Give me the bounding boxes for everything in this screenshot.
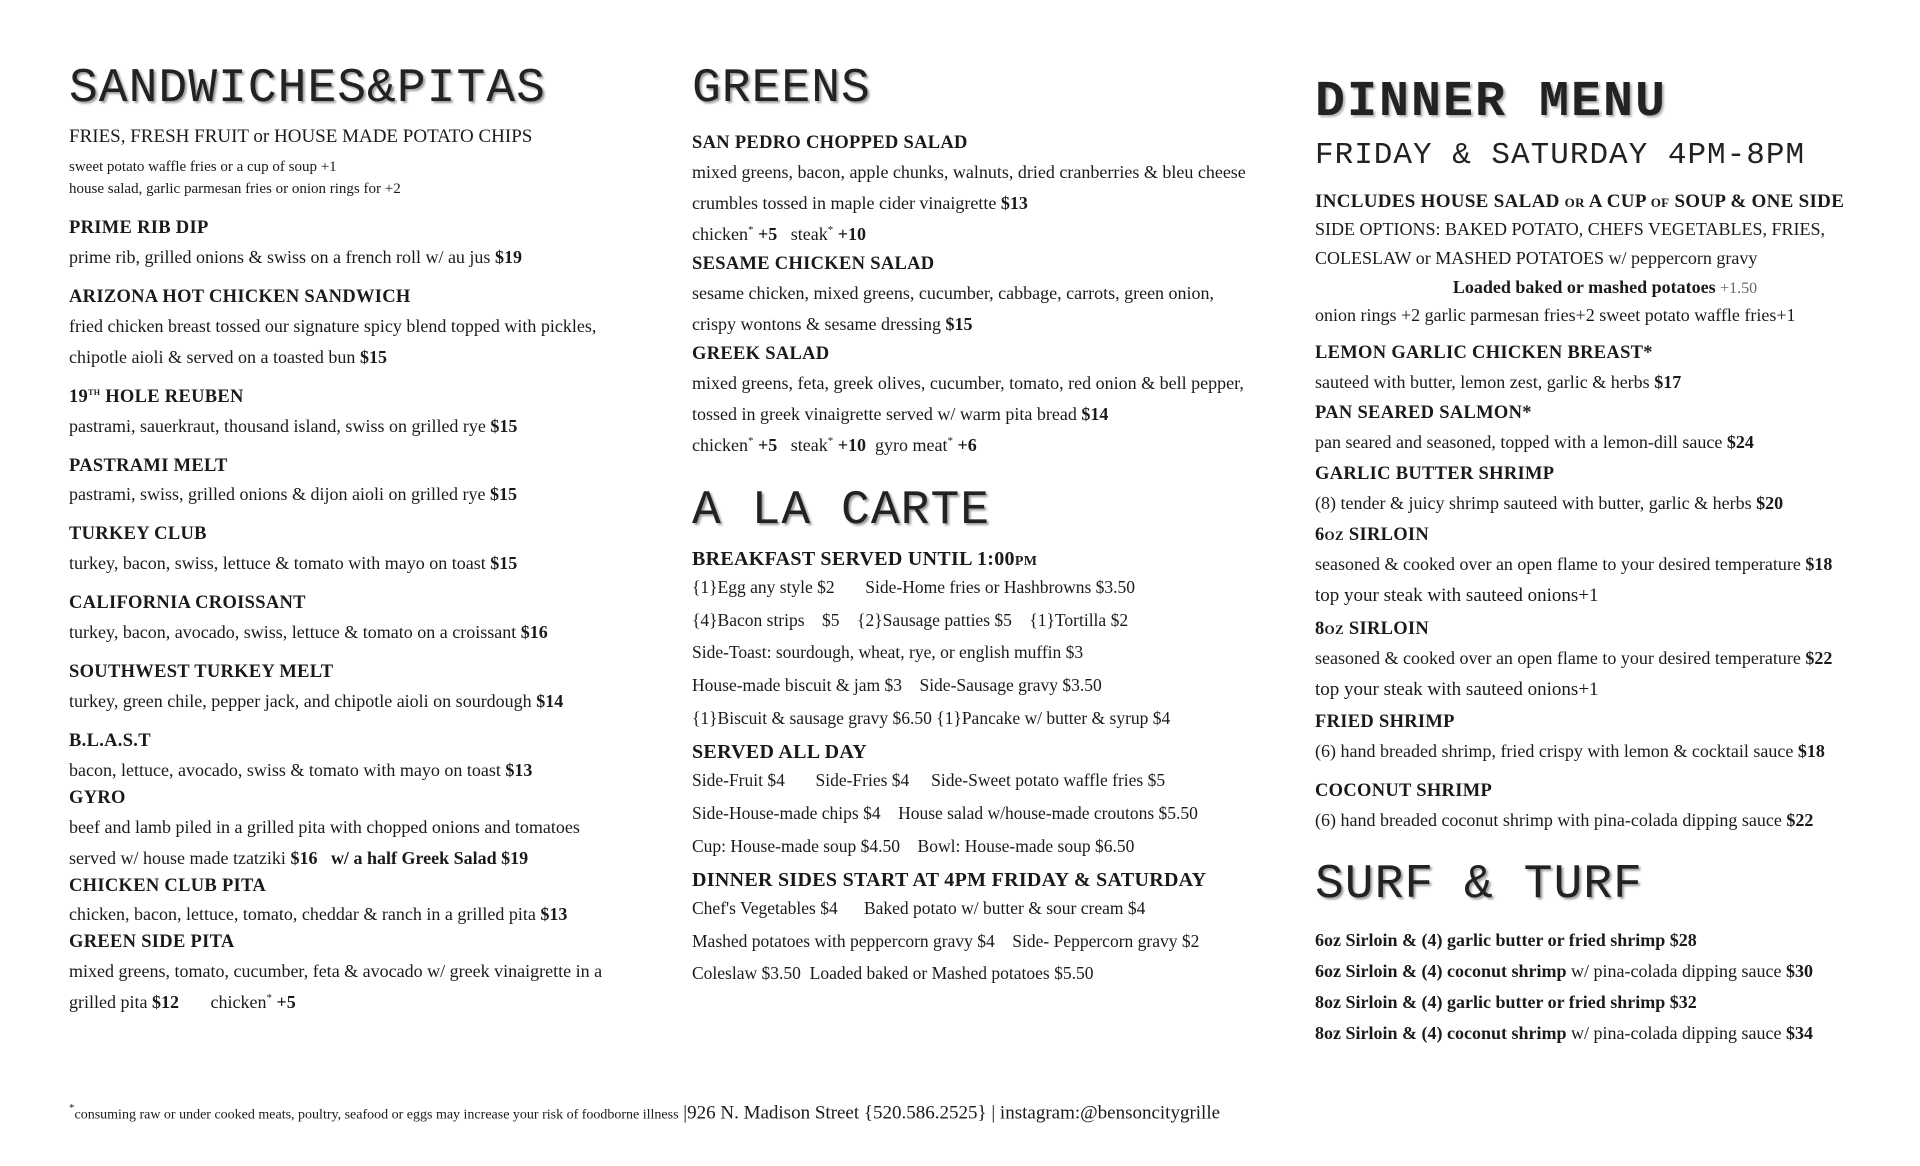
alacarte-heading: A LA CARTE [692,484,991,539]
loaded-price: +1.50 [1720,279,1758,297]
item-name [69,385,629,411]
item-desc: mixed greens, bacon, apple chunks, walnuts, dried cranberries & bleu cheese crumbles tossed in maple cider vinaigrette [692,162,1246,214]
menu-item [69,930,629,1018]
surf-turf-desc: w/ pina-colada dipping sauce [1566,961,1786,982]
item-addons [692,430,1262,461]
allday-line: Side-House-made chips $4 House salad w/house-made croutons $5.50 [692,802,1198,823]
footer [69,1102,1220,1124]
item-price: $17 [1654,371,1682,392]
greens-heading: GREENS [692,62,871,116]
item-price: $15 [945,313,973,334]
loaded-potatoes [1315,277,1895,298]
item-name-rest: HOLE REUBEN [100,386,244,407]
dinner-subtitle: FRIDAY & SATURDAY 4PM-8PM [1315,137,1806,173]
item-price: $20 [1756,493,1784,514]
loaded-label: Loaded baked or mashed potatoes [1452,276,1716,297]
item-price: $14 [1081,403,1109,424]
surf-turf-item [1315,925,1895,956]
surf-turf-price: $30 [1785,961,1813,982]
sandwiches-intro: FRIES, FRESH FRUIT or HOUSE MADE POTATO CHIPS [69,126,533,148]
item-name: COCONUT SHRIMP [1315,781,1493,802]
item-desc: turkey, green chile, pepper jack, and chipotle aioli on sourdough [69,690,532,711]
item-price: $19 [494,246,522,267]
footer-star: * [69,1102,75,1114]
item-name: SOUTHWEST TURKEY MELT [69,662,334,683]
item-name: ARIZONA HOT CHICKEN SANDWICH [69,286,411,307]
item-desc: beef and lamb piled in a grilled pita with chopped onions and tomatoes served w/ house made tzatziki [69,816,580,868]
dinner-heading: DINNER MENU [1315,74,1668,131]
dinner-column [1315,74,1895,1049]
dinner-sides-line: Coleslaw $3.50 Loaded baked or Mashed potatoes $5.50 [692,963,1094,984]
item-name: GYRO [69,787,126,808]
item-price: $18 [1797,741,1825,762]
addon-price: +5 [757,434,778,455]
dinner-sides-title: DINNER SIDES START AT 4PM FRIDAY & SATURDAY [692,868,1207,891]
addon-star: * [747,223,754,236]
item-price: $14 [536,690,564,711]
breakfast-line: House-made biscuit & jam $3 Side-Sausage gravy $3.50 [692,675,1102,696]
dinner-sides-line: Mashed potatoes with peppercorn gravy $4 Side- Peppercorn gravy $2 [692,930,1200,951]
item-price: $12 [151,992,179,1013]
menu-item [692,131,1262,250]
item-price: $15 [490,415,518,436]
menu-item [69,660,629,717]
menu-item [1315,462,1895,519]
item-name: PRIME RIB DIP [69,217,209,238]
menu-item [692,252,1262,340]
addon-price: +10 [837,434,866,455]
item-desc: seasoned & cooked over an open flame to your desired temperature [1315,554,1801,575]
surf-turf-heading: SURF & TURF [1315,857,1643,912]
menu-item [69,385,629,442]
menu-item [69,786,629,874]
item-price: $15 [359,346,387,367]
addon-label: gyro meat [874,434,948,455]
item-addons [692,219,1262,250]
sandwiches-note-1: sweet potato waffle fries or a cup of soup +1 [69,158,337,175]
menu-item [69,729,629,786]
addon-price: +6 [957,434,977,455]
menu-item [69,522,629,579]
addon-price: +5 [276,992,296,1013]
item-name: B.L.A.S.T [69,730,151,751]
surf-turf-name: 8oz Sirloin & (4) coconut shrimp [1315,1022,1567,1043]
footer-address: |926 N. Madison Street {520.586.2525} | instagram:@bensoncitygrille [678,1102,1221,1124]
menu-item [1315,617,1895,707]
menu-item [69,285,629,373]
surf-turf-desc: w/ pina-colada dipping sauce [1566,1022,1786,1043]
item-extra: top your steak with sauteed onions+1 [1315,678,1599,700]
breakfast-title: BREAKFAST SERVED UNTIL 1:00pm [692,547,1038,570]
item-name-sup: th [88,385,101,398]
item-price: $24 [1726,432,1754,453]
item-desc: pastrami, sauerkraut, thousand island, swiss on grilled rye [69,415,486,436]
item-name: 8oz SIRLOIN [1315,618,1430,639]
item-price: $22 [1786,809,1814,830]
item-desc: chicken, bacon, lettuce, tomato, cheddar & ranch in a grilled pita [69,904,536,925]
addon-star: * [747,434,754,447]
item-name: CALIFORNIA CROISSANT [69,593,306,614]
surf-turf-name: 8oz Sirloin & (4) garlic butter or fried shrimp $32 [1315,991,1697,1012]
surf-turf-item [1315,987,1895,1018]
addon-star: * [827,223,834,236]
item-desc: mixed greens, feta, greek olives, cucumber, tomato, red onion & bell pepper, tossed in greek vinaigrette served w/ warm pita bread [692,372,1244,424]
item-extra: top your steak with sauteed onions+1 [1315,585,1599,607]
item-desc: sesame chicken, mixed greens, cucumber, cabbage, carrots, green onion, crispy wontons & sesame dressing [692,282,1215,334]
item-name: SAN PEDRO CHOPPED SALAD [692,133,968,154]
addon-label: chicken [692,223,748,244]
addon-label: steak [790,223,828,244]
item-name: TURKEY CLUB [69,524,207,545]
item-desc: pastrami, swiss, grilled onions & dijon aioli on grilled rye [69,484,486,505]
item-name: LEMON GARLIC CHICKEN BREAST* [1315,342,1653,363]
sandwiches-column [69,62,629,1030]
item-name: SESAME CHICKEN SALAD [692,253,935,274]
item-price: $22 [1805,647,1833,668]
addon-label: chicken [692,434,748,455]
item-desc: bacon, lettuce, avocado, swiss & tomato with mayo on toast [69,759,501,780]
item-name: FRIED SHRIMP [1315,712,1455,733]
item-desc: (8) tender & juicy shrimp sauteed with butter, garlic & herbs [1315,493,1752,514]
item-price: $16 [290,847,318,868]
item-price: $13 [505,759,533,780]
addon-price: +10 [837,223,866,244]
item-addon: chicken [210,992,267,1013]
item-price: $13 [540,904,568,925]
greens-column [692,62,1262,996]
menu-item [692,342,1262,461]
menu-item [69,216,629,273]
surf-turf-name: 6oz Sirloin & (4) coconut shrimp [1315,961,1567,982]
menu-item [1315,401,1895,458]
item-desc: (6) hand breaded shrimp, fried crispy with lemon & cocktail sauce [1315,741,1794,762]
menu-item [1315,341,1895,398]
addon-star: * [827,434,834,447]
item-desc: (6) hand breaded coconut shrimp with pina-colada dipping sauce [1315,809,1782,830]
breakfast-line: {1}Egg any style $2 Side-Home fries or Hashbrowns $3.50 [692,576,1136,597]
item-name: 6oz SIRLOIN [1315,525,1430,546]
item-name: PAN SEARED SALMON* [1315,403,1532,424]
item-desc: seasoned & cooked over an open flame to your desired temperature [1315,647,1801,668]
addon-star: * [947,434,953,447]
breakfast-line: {1}Biscuit & sausage gravy $6.50 {1}Pancake w/ butter & syrup $4 [692,708,1171,729]
menu-item [1315,710,1895,767]
item-price: $16 [520,622,548,643]
menu-item [69,874,629,931]
addon-price: +5 [757,223,778,244]
item-name: GARLIC BUTTER SHRIMP [1315,464,1555,485]
allday-line: Cup: House-made soup $4.50 Bowl: House-made soup $6.50 [692,835,1135,856]
item-name: CHICKEN CLUB PITA [69,875,266,896]
dinner-includes: INCLUDES HOUSE SALAD or A CUP of SOUP & ONE SIDE [1315,190,1845,212]
item-desc: sauteed with butter, lemon zest, garlic & herbs [1315,371,1650,392]
item-price: $15 [490,553,518,574]
dinner-side-options: SIDE OPTIONS: BAKED POTATO, CHEFS VEGETABLES, FRIES, COLESLAW or MASHED POTATOES w/ peppercorn gravy [1315,219,1826,268]
dinner-upgrades: onion rings +2 garlic parmesan fries+2 sweet potato waffle fries+1 [1315,304,1796,325]
item-desc: turkey, bacon, avocado, swiss, lettuce & tomato on a croissant [69,622,517,643]
item-name-number: 19 [69,386,89,407]
dinner-sides-line: Chef's Vegetables $4 Baked potato w/ butter & sour cream $4 [692,897,1146,918]
sandwiches-heading: SANDWICHES&PITAS [69,62,546,116]
item-desc: fried chicken breast tossed our signature spicy blend topped with pickles, chipotle aioli & served on a toasted bun [69,315,597,367]
item-price: $13 [1000,193,1028,214]
surf-turf-item [1315,956,1895,987]
sandwiches-note-2: house salad, garlic parmesan fries or onion rings for +2 [69,180,401,197]
item-name: GREEK SALAD [692,343,830,364]
menu-item [1315,779,1895,836]
item-name: PASTRAMI MELT [69,455,228,476]
surf-turf-price: $34 [1785,1022,1813,1043]
surf-turf-name: 6oz Sirloin & (4) garlic butter or fried shrimp $28 [1315,930,1697,951]
addon-star: * [266,992,272,1005]
item-desc: pan seared and seasoned, topped with a lemon-dill sauce [1315,432,1723,453]
footer-note: consuming raw or under cooked meats, poultry, seafood or eggs may increase your risk of foodborne illness [74,1107,679,1123]
item-desc: turkey, bacon, swiss, lettuce & tomato with mayo on toast [69,553,486,574]
allday-line: Side-Fruit $4 Side-Fries $4 Side-Sweet potato waffle fries $5 [692,770,1166,791]
item-desc: prime rib, grilled onions & swiss on a french roll w/ au jus [69,246,491,267]
item-price: $18 [1805,554,1833,575]
breakfast-line: {4}Bacon strips $5 {2}Sausage patties $5 {1}Tortilla $2 [692,609,1129,630]
item-desc: mixed greens, tomato, cucumber, feta & avocado w/ greek vinaigrette in a grilled pita [69,961,603,1013]
item-name: GREEN SIDE PITA [69,932,235,953]
menu-item [69,591,629,648]
item-extra: w/ a half Greek Salad $19 [330,847,529,868]
menu-item [1315,523,1895,613]
menu-item [69,454,629,511]
addon-label: steak [790,434,828,455]
item-price: $15 [489,484,517,505]
breakfast-line: Side-Toast: sourdough, wheat, rye, or english muffin $3 [692,642,1084,663]
allday-title: SERVED ALL DAY [692,741,868,764]
surf-turf-item [1315,1018,1895,1049]
